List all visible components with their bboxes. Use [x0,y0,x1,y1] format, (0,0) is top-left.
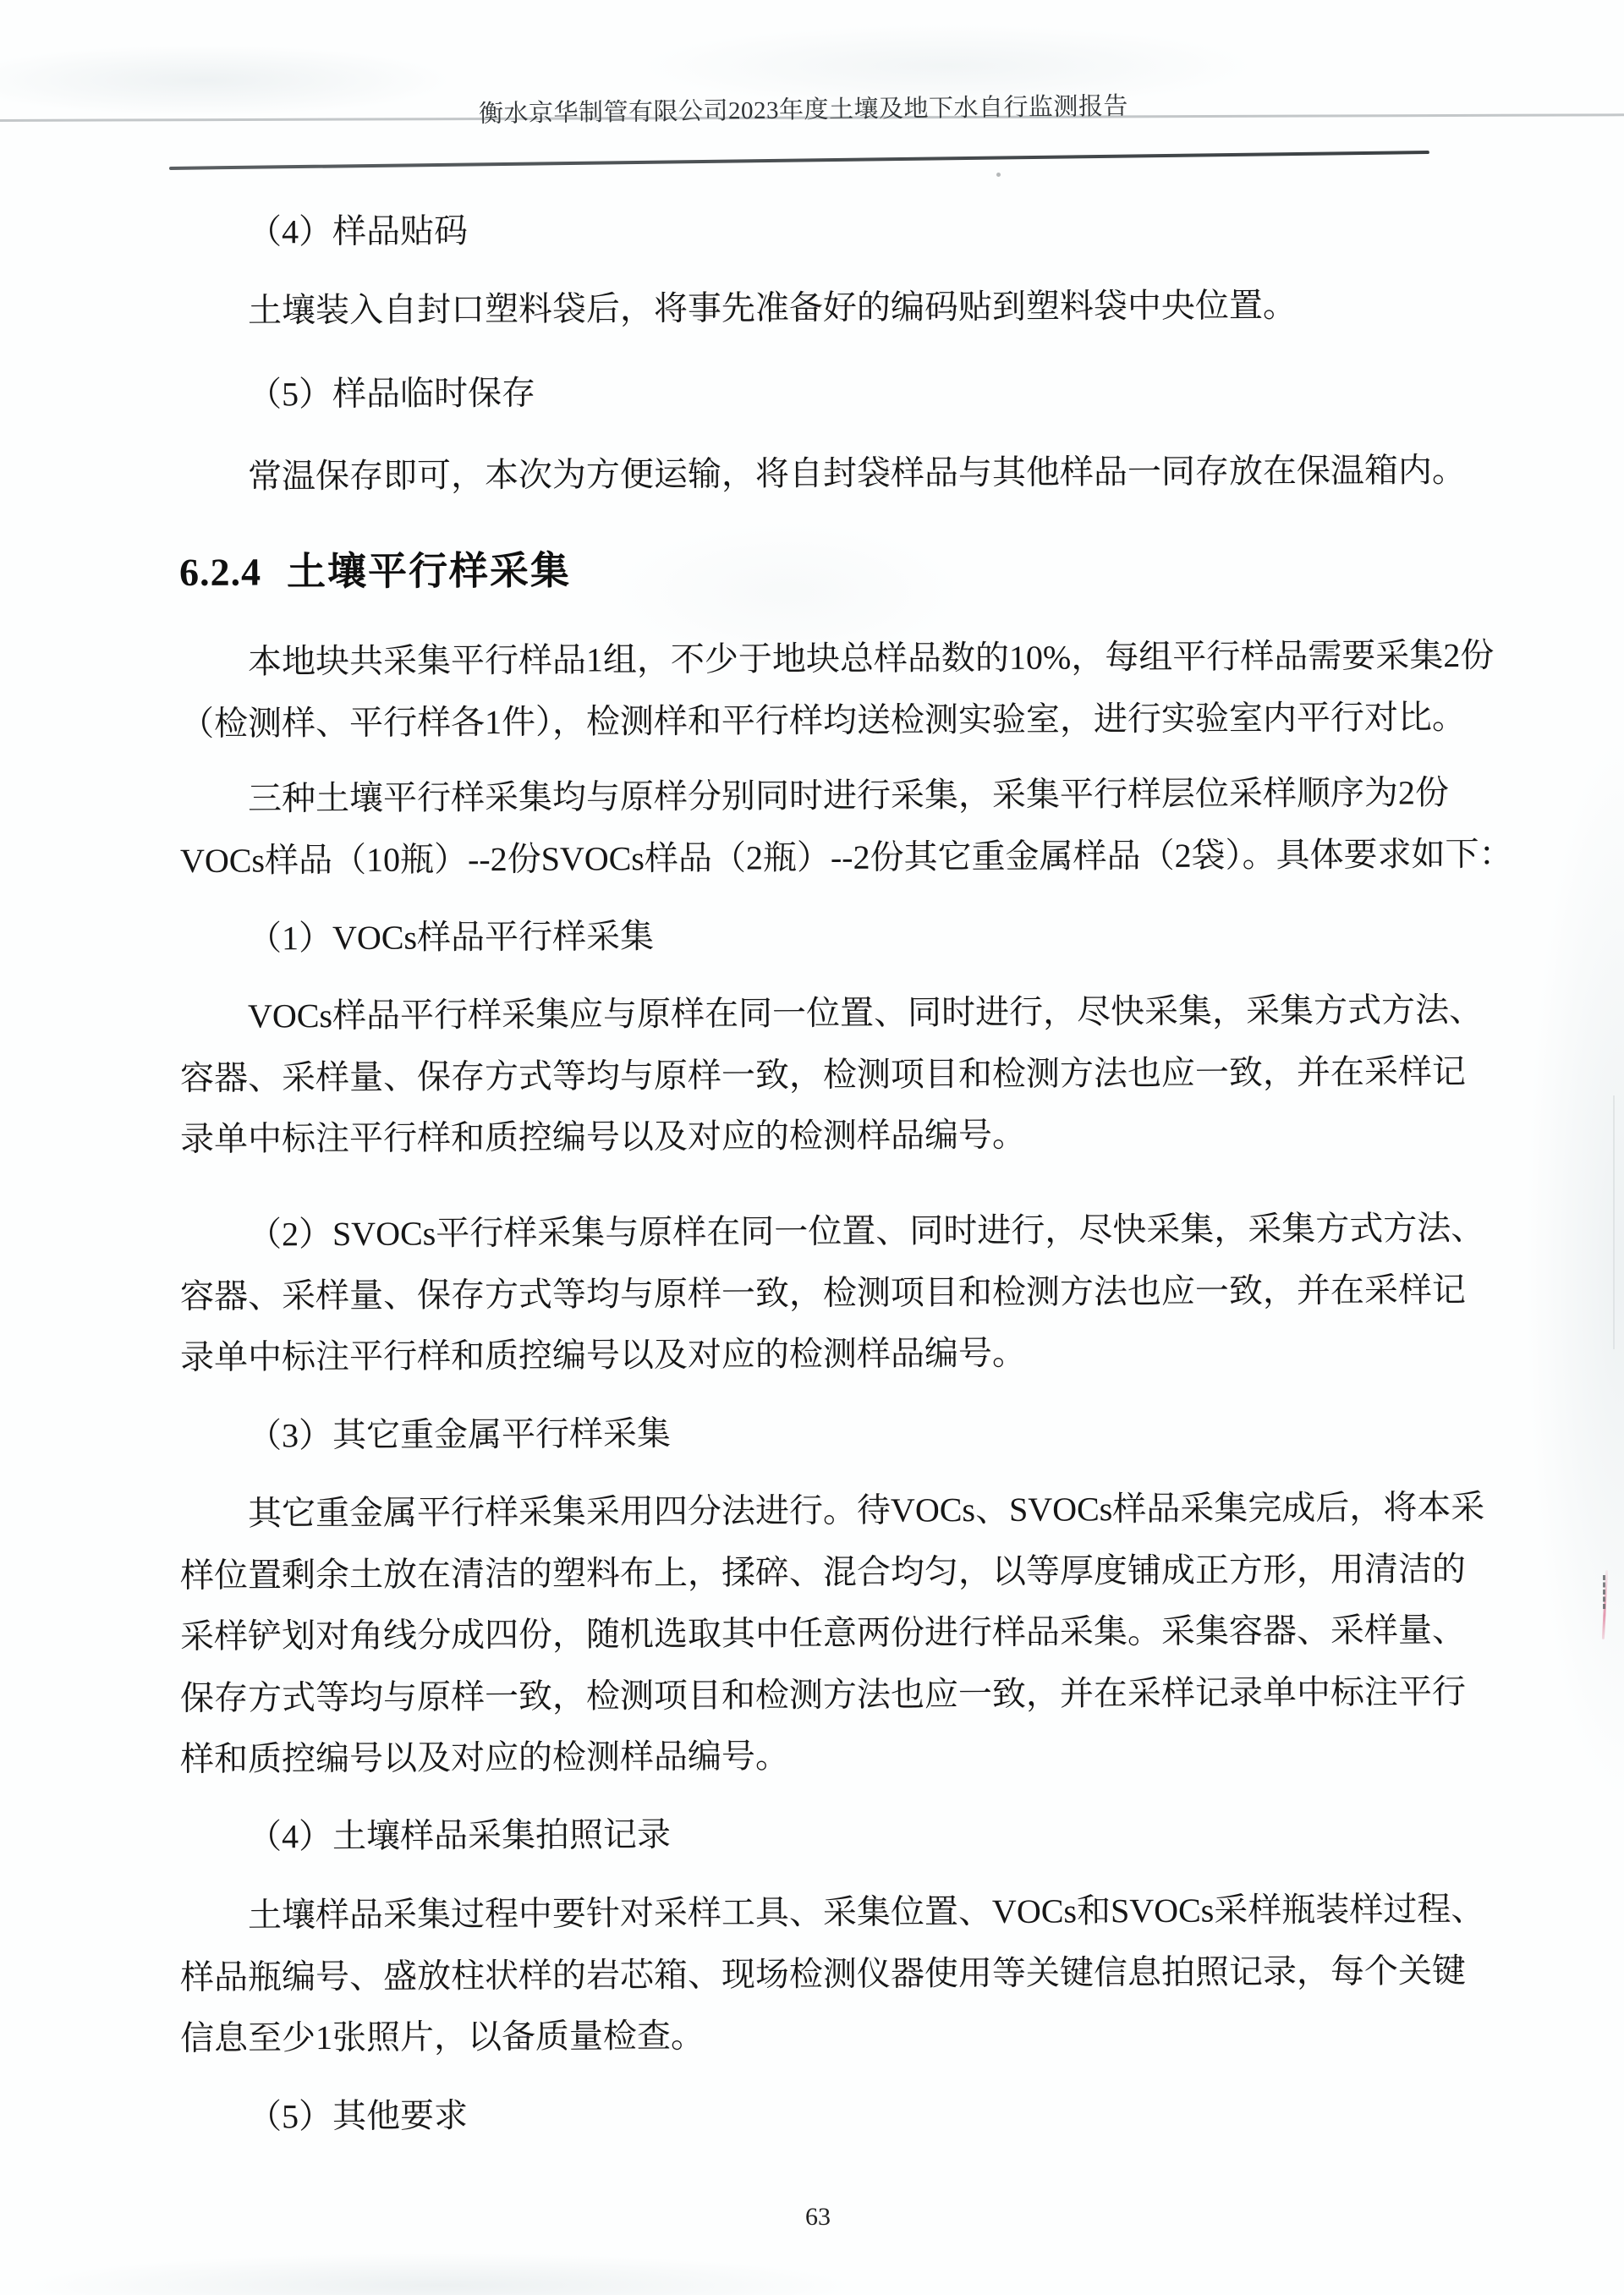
doc-line: 保存方式等均与原样一致，检测项目和检测方法也应一致，并在采样记录单中标注平行 [179,1672,1467,1717]
doc-line: 常温保存即可，本次为方便运输，将自封袋样品与其他样品一同存放在保温箱内。 [247,451,1467,496]
doc-line: 采样铲划对角线分成四份，随机选取其中任意两份进行样品采集。采集容器、采样量、 [179,1611,1467,1655]
doc-line: VOCs样品（10瓶）--2份SVOCs样品（2瓶）--2份其它重金属样品（2袋）。具体要求如下： [179,834,1513,880]
section-title: 土壤平行样采集 [286,548,572,594]
edge-faint-line [1613,1095,1615,1349]
doc-line: （3）其它重金属平行样采集 [247,1414,672,1455]
doc-line: （5）样品临时保存 [247,373,536,414]
doc-line: （4）样品贴码 [247,211,469,251]
doc-line: 土壤装入自封口塑料袋后，将事先准备好的编码贴到塑料袋中央位置。 [247,286,1298,330]
doc-line: 样和质控编号以及对应的检测样品编号。 [179,1737,790,1778]
doc-line: （2）SVOCs平行样采集与原样在同一位置、同时进行，尽快采集，采集方式方法、 [247,1208,1485,1254]
doc-line: 录单中标注平行样和质控编号以及对应的检测样品编号。 [179,1115,1027,1158]
doc-line: 土壤样品采集过程中要针对采样工具、采集位置、VOCs和SVOCs采样瓶装样过程、 [247,1889,1485,1935]
doc-line: VOCs样品平行样采集应与原样在同一位置、同时进行，尽快采集，采集方式方法、 [247,990,1484,1035]
doc-line: 样品瓶编号、盛放柱状样的岩芯箱、现场检测仪器使用等关键信息拍照记录，每个关键 [179,1952,1467,1996]
scan-speck [996,173,1001,177]
doc-line: 三种土壤平行样采集均与原样分别同时进行采集，采集平行样层位采样顺序为2份 [247,773,1450,818]
doc-line: （检测样、平行样各1件），检测样和平行样均送检测实验室，进行实验室内平行对比。 [179,698,1467,743]
page-number: 63 [805,2203,831,2231]
doc-line: （5）其他要求 [247,2096,469,2136]
section-heading [179,549,571,595]
running-header-title: 衡水京华制管有限公司2023年度土壤及地下水自行监测报告 [478,92,1129,128]
doc-line: （4）土壤样品采集拍照记录 [247,1815,672,1856]
doc-line: 容器、采样量、保存方式等均与原样一致，检测项目和检测方法也应一致，并在采样记 [179,1271,1467,1315]
doc-line: 样位置剩余土放在清洁的塑料布上，揉碎、混合均匀，以等厚度铺成正方形，用清洁的 [179,1550,1467,1595]
doc-line: （1）VOCs样品平行样采集 [247,917,655,958]
doc-line: 本地块共采集平行样品1组，不少于地块总样品数的10%，每组平行样品需要采集2份 [247,635,1495,681]
section-number: 6.2.4 [178,550,262,594]
header-rule-dark [169,151,1429,170]
doc-line: 容器、采样量、保存方式等均与原样一致，检测项目和检测方法也应一致，并在采样记 [179,1052,1467,1097]
doc-line: 其它重金属平行样采集采用四分法进行。待VOCs、SVOCs样品采集完成后，将本采 [247,1487,1485,1533]
doc-line: 录单中标注平行样和质控编号以及对应的检测样品编号。 [179,1333,1027,1376]
doc-line: 信息至少1张照片，以备质量检查。 [179,2016,705,2057]
edge-dash-mark [1603,1575,1605,1609]
